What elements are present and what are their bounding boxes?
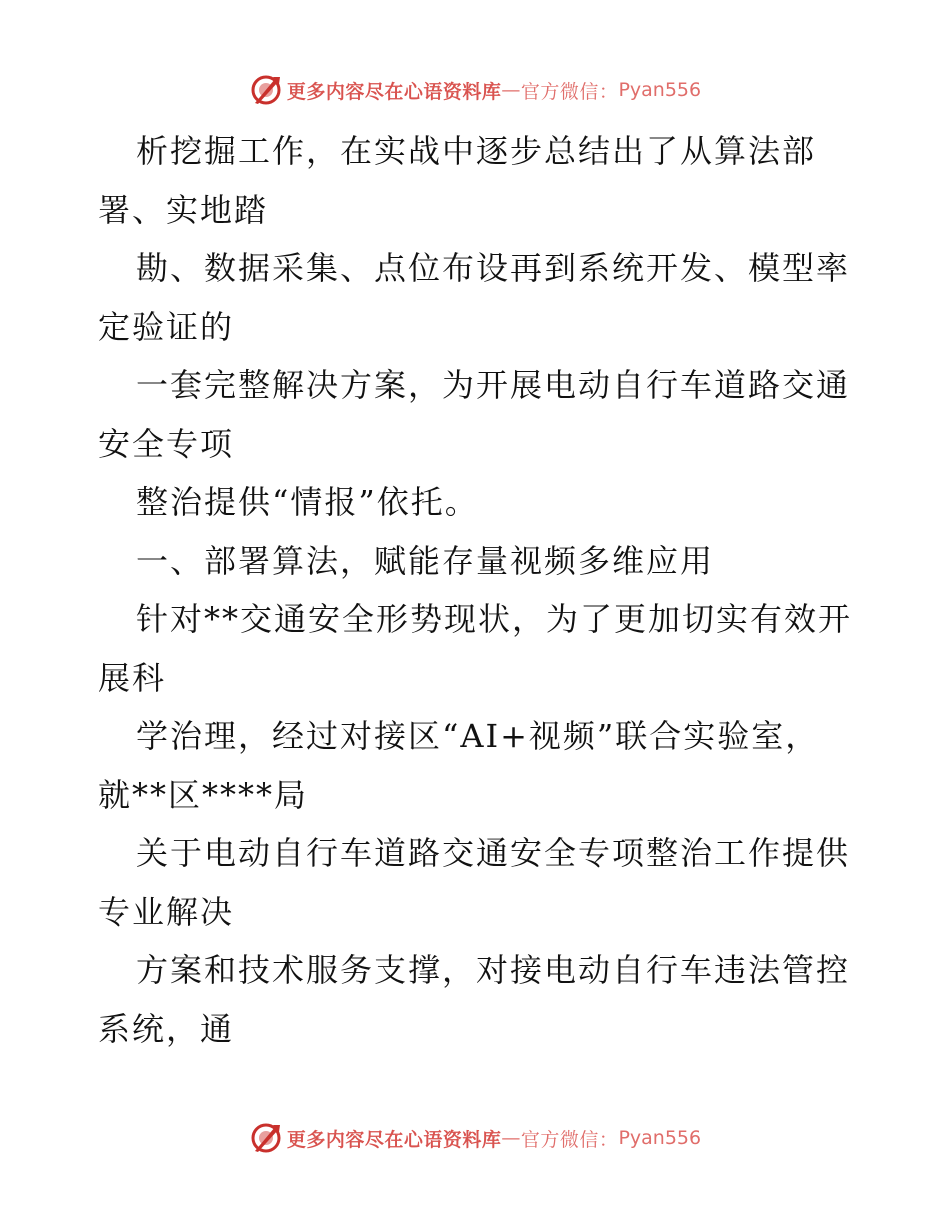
header-banner-text [287, 77, 701, 104]
body-line: 学治理，经过对接区“AI+视频”联合实验室， [136, 717, 820, 755]
body-line: 署、实地踏 [98, 190, 269, 229]
footer-banner-content [249, 1121, 701, 1155]
body-line: 就**区****局 [98, 775, 309, 814]
body-line: 关于电动自行车道路交通安全专项整治工作提供 [136, 834, 851, 872]
header-slogan: 更多内容尽在心语资料库 [286, 80, 502, 103]
body-line: 针对**交通安全形势现状，为了更加切实有效开 [136, 600, 853, 638]
header-wechat-id: Pyan556 [618, 79, 702, 101]
body-line: 勘、数据采集、点位布设再到系统开发、模型率 [136, 249, 851, 287]
body-line: 方案和技术服务支撑，对接电动自行车违法管控 [136, 951, 851, 989]
footer-banner-text [287, 1125, 701, 1152]
body-line: 专业解决 [98, 892, 235, 931]
footer-wechat-id: Pyan556 [618, 1127, 702, 1149]
body-line: 安全专项 [98, 424, 235, 463]
body-line: 整治提供“情报”依托。 [136, 483, 479, 521]
quill-logo-icon [249, 1121, 283, 1155]
footer-slogan: 更多内容尽在心语资料库 [286, 1128, 502, 1151]
footer-banner [0, 1118, 950, 1158]
body-line: 展科 [98, 658, 167, 697]
body-line: 析挖掘工作，在实战中逐步总结出了从算法部 [136, 132, 817, 170]
body-line: 一套完整解决方案，为开展电动自行车道路交通 [136, 366, 851, 404]
quill-logo-icon [249, 73, 283, 107]
header-banner-content [249, 73, 701, 107]
document-body [98, 122, 868, 1058]
section-heading: 一、部署算法，赋能存量视频多维应用 [136, 541, 715, 580]
header-wechat-label: 官方微信： [520, 80, 619, 103]
body-line: 系统，通 [98, 1009, 235, 1048]
header-banner [0, 70, 950, 110]
footer-dash: — [501, 1127, 521, 1149]
body-line: 定验证的 [98, 307, 235, 346]
footer-wechat-label: 官方微信： [520, 1128, 619, 1151]
header-dash: — [501, 79, 521, 101]
